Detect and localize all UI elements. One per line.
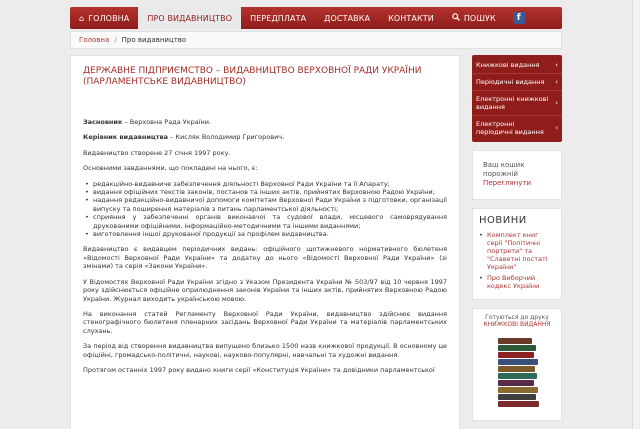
chevron-left-icon: ‹ <box>555 124 558 132</box>
nav-search-label: ПОШУК <box>463 13 496 23</box>
paragraph-series: Протягом останніх 1997 року видано книги серії «Конституція України» та довідники парламентської <box>83 365 435 374</box>
cart-widget <box>472 150 562 200</box>
promo-widget <box>472 308 562 421</box>
category-label: Електронні періодичні видання <box>476 120 544 136</box>
news-item[interactable]: • Про Виборчий кодекс України <box>479 274 555 290</box>
paragraph-periodicals: Видавництво є видавцем періодичних видань: офіційного щотижневого нормативного бюлетеня «Відомості Верховної Ради України» та додатку до нього «Відомості Верховної Ради України» (зі змінами) та серія «Закони України». <box>83 245 447 271</box>
nav-home-label: ГОЛОВНА <box>88 13 130 23</box>
news-item[interactable]: • Комплект книг серії "Політичні портрети" та "Славетні постаті України" <box>479 231 555 271</box>
category-books[interactable] <box>472 57 562 74</box>
category-eperiodicals[interactable] <box>472 116 562 140</box>
main-content <box>70 55 460 429</box>
founder <box>83 118 447 126</box>
chevron-left-icon: ‹ <box>555 61 558 69</box>
list-item: • виготовлення іншої друкованої продукції за профілем видавництва. <box>83 230 447 238</box>
category-ebooks[interactable] <box>472 91 562 116</box>
list-item: • видання офіційних текстів законів, постанов та інших актів, прийнятих Верховною Радою України; <box>83 188 447 196</box>
nav-contacts-label: КОНТАКТИ <box>388 13 434 23</box>
chevron-left-icon: ‹ <box>555 99 558 107</box>
news-widget <box>472 208 562 300</box>
chevron-left-icon: ‹ <box>555 78 558 86</box>
head <box>83 133 447 141</box>
facebook-icon[interactable]: f <box>513 12 525 24</box>
category-menu <box>472 55 562 142</box>
page <box>70 0 562 429</box>
paragraph-books: За період від створення видавництва випущено близько 1500 назв книжкової продукції. В основному це офіційні, громадсько-політичні, наукові, науково-популярні, навчальні та художні видання. <box>83 342 447 359</box>
created-text: Видавництво створене 27 січня 1997 року. <box>83 148 231 157</box>
nav-search[interactable] <box>443 7 505 29</box>
sidebar <box>472 55 562 421</box>
head-text: – Кисляк Володимир Григорович. <box>167 133 285 142</box>
founder-label: Засновник <box>83 118 123 126</box>
nav-subscription-label: ПЕРЕДПЛАТА <box>250 13 307 23</box>
breadcrumb-current: Про видавництво <box>121 36 187 44</box>
founder-text: – Верховна Рада України. <box>122 118 212 126</box>
list-item: • сприяння у забезпеченні органів виконавчої та судової влади, місцевого самоврядування друкованими офіційними, інформаційно-методичними та іншими виданнями; <box>83 213 447 230</box>
promo-heading <box>473 309 561 330</box>
cart-status: Ваш кошик порожній <box>483 161 525 178</box>
breadcrumb-home[interactable]: Головна <box>79 36 110 44</box>
category-label: Книжкові видання <box>476 61 540 69</box>
scrollbar[interactable] <box>632 0 640 429</box>
books-stack-image[interactable] <box>473 330 561 420</box>
news-title: НОВИНИ <box>479 215 527 226</box>
nav-delivery[interactable] <box>315 7 379 29</box>
nav-home[interactable] <box>70 7 138 29</box>
tasks-intro: Основними завданнями, що покладені на нього, є: <box>83 164 258 173</box>
nav-about-label: ПРО ВИДАВНИЦТВО <box>147 13 233 23</box>
category-label: Електронні книжкові видання <box>476 95 549 111</box>
promo-top-text: Готуються до друку <box>485 314 549 321</box>
search-icon <box>452 13 460 23</box>
paragraph-gazette: У Відомостях Верховної Ради України згідно з Указом Президента України № 503/97 від 10 червня 1997 року здійснюється офіційне оприлюднення законів України та інших актів, прийнятих Верховною Радою України. Журнал виходить українською мовою. <box>83 277 447 303</box>
nav-contacts[interactable] <box>379 7 443 29</box>
category-label: Періодичні видання <box>476 78 545 86</box>
nav-subscription[interactable] <box>241 7 315 29</box>
news-list <box>473 228 561 299</box>
paragraph-regulations: На виконання статей Регламенту Верховної Ради України, видавництво здійснює видання стенографічного бюлетеня пленарних засідань Верховної Ради України та матеріалів парламентських слухань. <box>83 309 447 335</box>
breadcrumb <box>70 31 562 49</box>
top-nav <box>70 7 562 29</box>
tasks-list <box>83 180 447 239</box>
list-item: • надання редакційно-видавничої допомоги комітетам Верховної Ради України з підготовки, організації випуску та поширення матеріалів з питань парламентської діяльності; <box>83 196 447 213</box>
list-item: • редакційно-видавниче забезпечення діяльності Верховної Ради України та її Апарату; <box>83 180 447 188</box>
nav-about[interactable] <box>138 7 241 29</box>
breadcrumb-separator: / <box>114 36 117 44</box>
promo-link[interactable]: КНИЖКОВІ ВИДАННЯ <box>483 321 551 328</box>
cart-view-link[interactable]: Переглянути <box>483 179 532 187</box>
head-label: Керівник видавництва <box>83 133 168 142</box>
category-periodicals[interactable] <box>472 74 562 91</box>
page-title: ДЕРЖАВНЕ ПІДПРИЄМСТВО – ВИДАВНИЦТВО ВЕРХОВНОЇ РАДИ УКРАЇНИ (ПАРЛАМЕНТСЬКЕ ВИДАВНИЦТВО) <box>83 66 422 87</box>
nav-delivery-label: ДОСТАВКА <box>324 13 371 23</box>
home-icon: ⌂ <box>79 13 85 23</box>
